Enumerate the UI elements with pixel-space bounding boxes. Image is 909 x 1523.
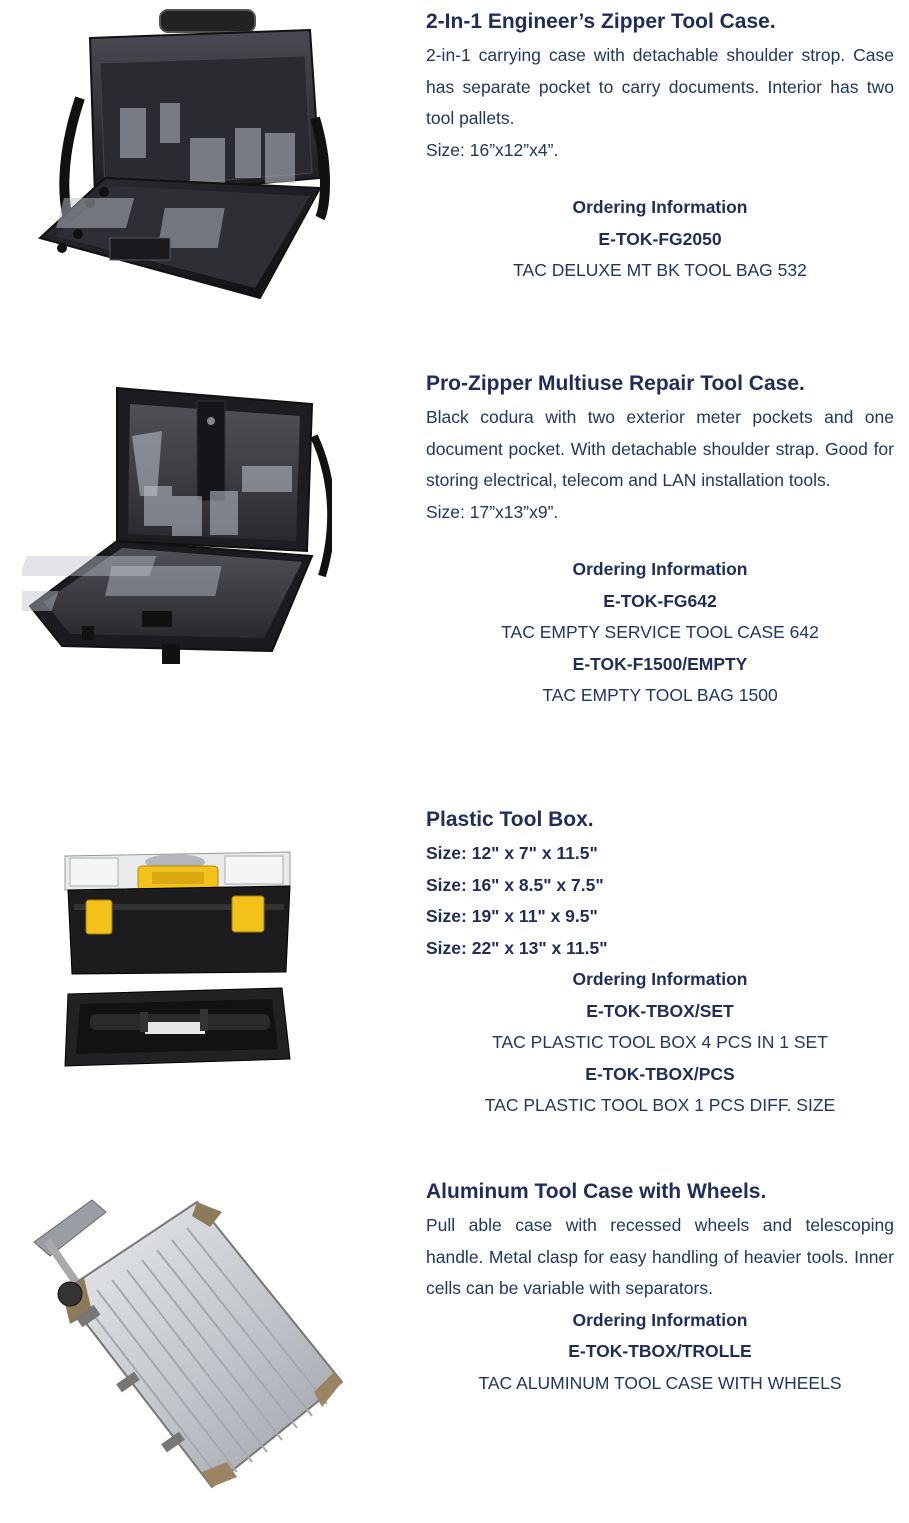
size-option: Size: 12" x 7" x 11.5" bbox=[426, 843, 598, 863]
ordering-heading: Ordering Information bbox=[572, 1309, 748, 1330]
order-code: E-TOK-TBOX/TROLLE bbox=[568, 1341, 752, 1361]
aluminum-wheeled-case-image bbox=[22, 1182, 362, 1512]
order-description: TAC ALUMINUM TOOL CASE WITH WHEELS bbox=[478, 1372, 842, 1393]
product-text-2 bbox=[426, 370, 894, 712]
product-description: 2-in-1 carrying case with detachable shoulder strop. Case has separate pocket to carry documents. Interior has two tool pallets. bbox=[426, 45, 894, 128]
order-description: TAC PLASTIC TOOL BOX 4 PCS IN 1 SET bbox=[492, 1032, 828, 1052]
product-section-4 bbox=[0, 1178, 909, 1518]
order-code: E-TOK-F1500/EMPTY bbox=[572, 653, 748, 674]
order-description: TAC EMPTY SERVICE TOOL CASE 642 bbox=[501, 622, 819, 642]
product-description: Pull able case with recessed wheels and telescoping handle. Metal clasp for easy handling of heavier tools. Inner cells can be variable with separators. bbox=[426, 1215, 894, 1298]
product-title: Plastic Tool Box. bbox=[426, 808, 594, 831]
size-option: Size: 16" x 8.5" x 7.5" bbox=[426, 874, 604, 895]
product-description: Black codura with two exterior meter pockets and one document pocket. With detachable shoulder strap. Good for storing electrical, telecom and LAN installation tools. bbox=[426, 407, 894, 490]
product-title: Pro-Zipper Multiuse Repair Tool Case. bbox=[426, 372, 805, 395]
plastic-tool-box-image bbox=[60, 844, 300, 1074]
ordering-heading: Ordering Information bbox=[572, 559, 748, 579]
order-description: TAC DELUXE MT BK TOOL BAG 532 bbox=[513, 260, 807, 280]
product-size: Size: 17”x13”x9”. bbox=[426, 501, 559, 522]
order-code: E-TOK-FG2050 bbox=[598, 228, 722, 249]
product-title: Aluminum Tool Case with Wheels. bbox=[426, 1180, 767, 1203]
ordering-info bbox=[426, 192, 894, 287]
size-option: Size: 22" x 13" x 11.5" bbox=[426, 937, 608, 958]
order-description: TAC PLASTIC TOOL BOX 1 PCS DIFF. SIZE bbox=[484, 1095, 836, 1115]
size-option: Size: 19" x 11" x 9.5" bbox=[426, 906, 598, 926]
product-title: 2-In-1 Engineer’s Zipper Tool Case. bbox=[426, 10, 776, 33]
ordering-heading: Ordering Information bbox=[572, 197, 748, 217]
open-repair-tool-case-image bbox=[22, 376, 332, 666]
product-section-1 bbox=[0, 0, 909, 330]
order-description: TAC EMPTY TOOL BAG 1500 bbox=[542, 685, 778, 705]
product-size: Size: 16”x12”x4”. bbox=[426, 139, 559, 160]
product-section-3 bbox=[0, 806, 909, 1136]
product-text-1 bbox=[426, 8, 894, 287]
order-code: E-TOK-FG642 bbox=[603, 590, 717, 611]
order-code: E-TOK-TBOX/SET bbox=[586, 1000, 734, 1021]
ordering-info bbox=[426, 964, 894, 1122]
product-text-4 bbox=[426, 1178, 894, 1399]
black-zipper-tool-case-image bbox=[20, 8, 340, 308]
product-section-2 bbox=[0, 370, 909, 770]
order-code: E-TOK-TBOX/PCS bbox=[585, 1063, 735, 1084]
product-text-3 bbox=[426, 806, 894, 1122]
ordering-info bbox=[426, 554, 894, 712]
ordering-heading: Ordering Information bbox=[572, 969, 748, 989]
ordering-info bbox=[426, 1305, 894, 1400]
